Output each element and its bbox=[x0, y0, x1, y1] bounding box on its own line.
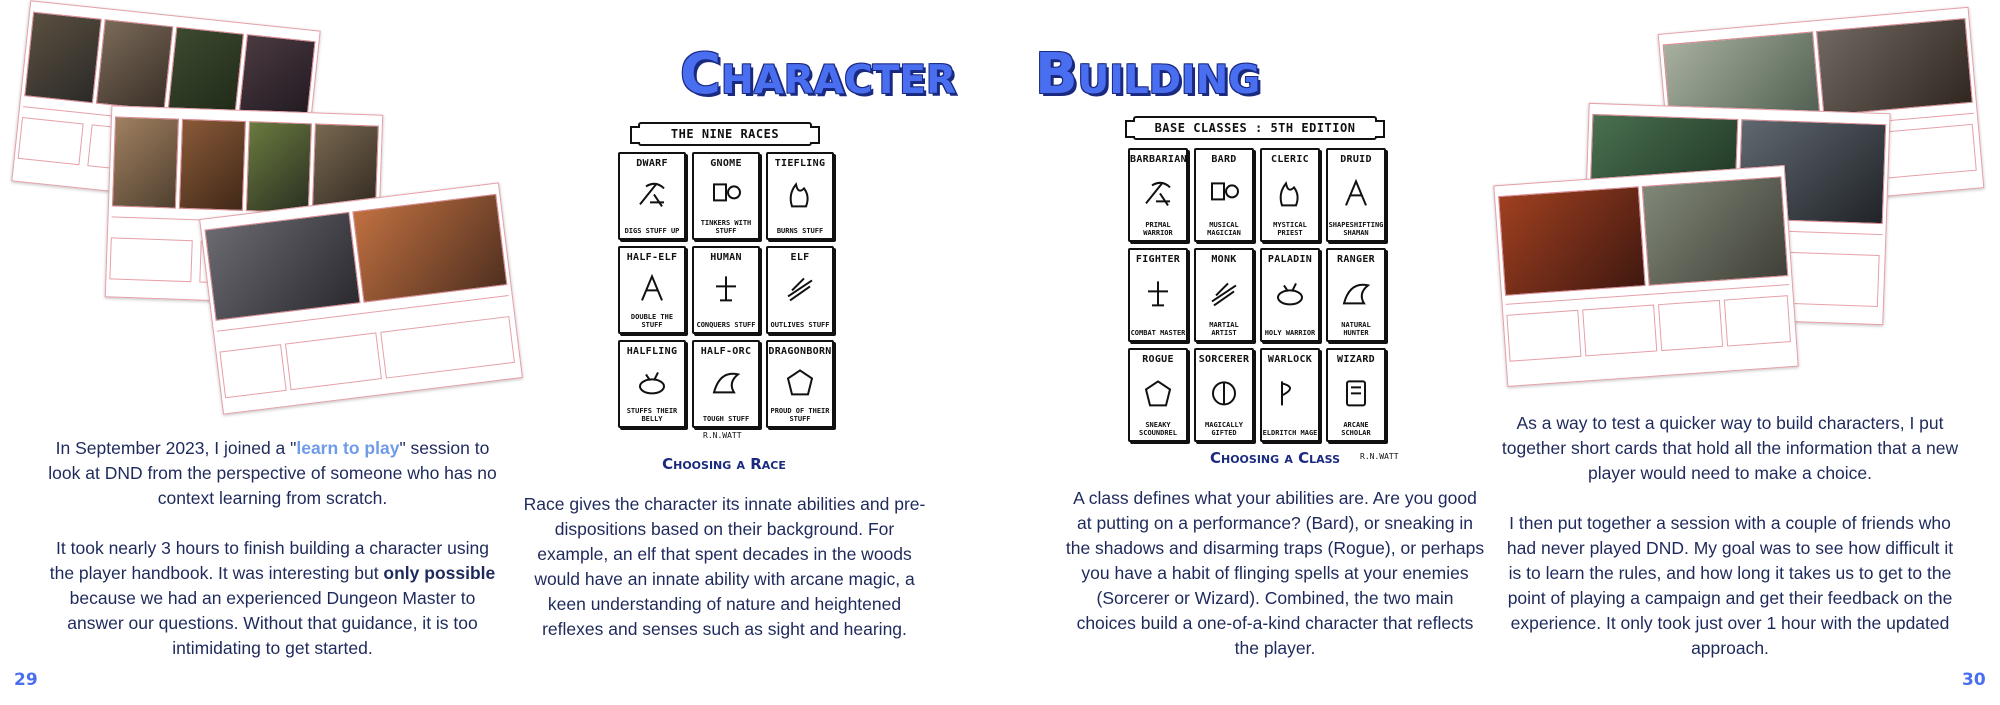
grid-cell-dwarf bbox=[618, 152, 686, 240]
cell-name: WARLOCK bbox=[1267, 354, 1313, 365]
doodle-icon bbox=[1142, 177, 1174, 209]
cell-name: PALADIN bbox=[1267, 254, 1313, 265]
cell-description: PROUD OF THEIR STUFF bbox=[770, 407, 830, 423]
doodle-icon bbox=[1142, 277, 1174, 309]
cell-description: DIGS STUFF UP bbox=[624, 227, 680, 235]
grid-cell-human bbox=[692, 246, 760, 334]
page-number-left: 29 bbox=[14, 670, 38, 690]
cell-name: ELF bbox=[790, 252, 810, 263]
left-p2-before: It took nearly 3 hours to finish building a character using the player handbook. It was interesting but bbox=[49, 538, 489, 583]
cell-name: CLERIC bbox=[1271, 154, 1309, 165]
race-paragraph: Race gives the character its innate abilities and pre-dispositions based on their background. For example, an elf that spent decades in the woods would have an innate ability with arcane magic, a keen understanding of nature and heightened reflexes and senses such as sight and hearing. bbox=[523, 494, 926, 639]
cell-description: ELDRITCH MAGE bbox=[1262, 429, 1318, 437]
doodle-icon bbox=[636, 272, 668, 304]
cell-name: WIZARD bbox=[1337, 354, 1375, 365]
cell-name: GNOME bbox=[710, 158, 742, 169]
title-word-character: Character bbox=[680, 42, 957, 107]
right-paragraph-2: I then put together a session with a couple of friends who had never played DND. My goal was to see how difficult it is to learn the rules, and how long it takes us to get to the point of playing a campaign and get their feedback on the experience. It only took just over 1 hour with the updated approach. bbox=[1506, 513, 1954, 658]
page-number-right: 30 bbox=[1962, 670, 1986, 690]
grid-cell-cleric bbox=[1260, 148, 1320, 242]
cell-description: PRIMAL WARRIOR bbox=[1143, 221, 1173, 237]
grid-cell-druid bbox=[1326, 148, 1386, 242]
doodle-icon bbox=[1142, 377, 1174, 409]
cell-name: BARD bbox=[1211, 154, 1237, 165]
race-text-block bbox=[522, 492, 927, 642]
base-classes-sheet bbox=[1118, 112, 1393, 447]
cell-description: OUTLIVES STUFF bbox=[770, 321, 830, 329]
grid-cell-barbarian bbox=[1128, 148, 1188, 242]
doodle-icon bbox=[710, 366, 742, 398]
cell-description: SNEAKY SCOUNDREL bbox=[1139, 421, 1177, 437]
grid-cell-warlock bbox=[1260, 348, 1320, 442]
class-card-front bbox=[1493, 165, 1798, 387]
doodle-icon bbox=[1208, 377, 1240, 409]
cell-name: DWARF bbox=[636, 158, 668, 169]
cell-name: HALF-ELF bbox=[626, 252, 678, 263]
doodle-icon bbox=[1340, 277, 1372, 309]
grid-cell-ranger bbox=[1326, 248, 1386, 342]
cell-name: RANGER bbox=[1337, 254, 1375, 265]
grid-cell-half-elf bbox=[618, 246, 686, 334]
doodle-icon bbox=[1340, 377, 1372, 409]
grid-cell-rogue bbox=[1128, 348, 1188, 442]
cell-description: MYSTICAL PRIEST bbox=[1273, 221, 1307, 237]
cell-description: COMBAT MASTER bbox=[1130, 329, 1186, 337]
cell-name: HALFLING bbox=[626, 346, 678, 357]
grid-cell-dragonborn bbox=[766, 340, 834, 428]
cell-name: SORCERER bbox=[1198, 354, 1250, 365]
classes-signature: R.N.WATT bbox=[1360, 452, 1399, 461]
cell-description: BURNS STUFF bbox=[776, 227, 824, 235]
left-paragraph-2 bbox=[45, 536, 500, 661]
grid-cell-bard bbox=[1194, 148, 1254, 242]
races-signature: R.N.WATT bbox=[703, 431, 742, 440]
cell-name: DRUID bbox=[1340, 154, 1372, 165]
classes-banner: BASE CLASSES : 5TH EDITION bbox=[1133, 116, 1377, 140]
cell-name: ROGUE bbox=[1142, 354, 1174, 365]
cell-name: MONK bbox=[1211, 254, 1237, 265]
left-p1-after: " session to look at DND from the perspective of someone who has no context learning from scratch. bbox=[48, 438, 497, 508]
race-card-front bbox=[199, 182, 523, 414]
doodle-icon bbox=[636, 178, 668, 210]
doodle-icon bbox=[1208, 277, 1240, 309]
grid-cell-gnome bbox=[692, 152, 760, 240]
doodle-icon bbox=[710, 178, 742, 210]
left-p1-before: In September 2023, I joined a " bbox=[55, 438, 297, 458]
doodle-icon bbox=[784, 272, 816, 304]
cell-description: NATURAL HUNTER bbox=[1341, 321, 1371, 337]
class-paragraph: A class defines what your abilities are. Are you good at putting on a performance? (Bard), or sneaking in the shadows and disarming traps (Rogue), or perhaps you have a habit of flinging spells at your enemies (Sorcerer or Wizard). Combined, the two main choices build a one-of-a-kind character that reflects the player. bbox=[1065, 488, 1485, 658]
cell-name: HUMAN bbox=[710, 252, 742, 263]
cell-description: ARCANE SCHOLAR bbox=[1341, 421, 1371, 437]
doodle-icon bbox=[636, 366, 668, 398]
cell-description: CONQUERS STUFF bbox=[696, 321, 756, 329]
grid-cell-fighter bbox=[1128, 248, 1188, 342]
nine-races-sheet bbox=[608, 118, 840, 448]
grid-cell-paladin bbox=[1260, 248, 1320, 342]
grid-cell-tiefling bbox=[766, 152, 834, 240]
cell-description: TOUGH STUFF bbox=[702, 415, 750, 423]
grid-cell-wizard bbox=[1326, 348, 1386, 442]
cell-name: HALF-ORC bbox=[700, 346, 752, 357]
doodle-icon bbox=[1274, 177, 1306, 209]
choosing-class-caption: Choosing a Class bbox=[1209, 449, 1340, 467]
cell-description: STUFFS THEIR BELLY bbox=[626, 407, 678, 423]
doodle-icon bbox=[1340, 177, 1372, 209]
races-banner: THE NINE RACES bbox=[638, 122, 812, 146]
doodle-icon bbox=[784, 178, 816, 210]
choosing-race-caption: Choosing a Race bbox=[662, 455, 786, 473]
doodle-icon bbox=[1208, 177, 1240, 209]
cell-description: SHAPESHIFTING SHAMAN bbox=[1328, 221, 1384, 237]
doodle-icon bbox=[1274, 377, 1306, 409]
cell-description: TINKERS WITH STUFF bbox=[700, 219, 752, 235]
doodle-icon bbox=[784, 366, 816, 398]
grid-cell-half-orc bbox=[692, 340, 760, 428]
cell-description: MAGICALLY GIFTED bbox=[1205, 421, 1243, 437]
doodle-icon bbox=[710, 272, 742, 304]
grid-cell-sorcerer bbox=[1194, 348, 1254, 442]
cell-description: MARTIAL ARTIST bbox=[1209, 321, 1239, 337]
right-text-block bbox=[1500, 411, 1960, 661]
cell-name: FIGHTER bbox=[1135, 254, 1181, 265]
cell-description: DOUBLE THE STUFF bbox=[630, 313, 674, 329]
left-text-block bbox=[45, 436, 500, 661]
cell-description: MUSICAL MAGICIAN bbox=[1207, 221, 1241, 237]
grid-cell-halfling bbox=[618, 340, 686, 428]
cell-name: BARBARIAN bbox=[1130, 154, 1187, 165]
cell-name: DRAGONBORN bbox=[768, 346, 832, 357]
class-text-block bbox=[1065, 486, 1485, 661]
title-word-building: Building bbox=[1035, 42, 1261, 107]
doodle-icon bbox=[1274, 277, 1306, 309]
left-p2-bold: only possible bbox=[383, 563, 496, 583]
grid-cell-elf bbox=[766, 246, 834, 334]
left-p2-after: because we had an experienced Dungeon Master to answer our questions. Without that guidance, it is too intimidating to get started. bbox=[67, 588, 478, 658]
grid-cell-monk bbox=[1194, 248, 1254, 342]
cell-description: HOLY WARRIOR bbox=[1264, 329, 1316, 337]
left-paragraph-1 bbox=[45, 436, 500, 511]
cell-name: TIEFLING bbox=[774, 158, 826, 169]
learn-to-play-link[interactable]: learn to play bbox=[296, 438, 400, 458]
right-paragraph-1: As a way to test a quicker way to build characters, I put together short cards that hold all the information that a new player would need to make a choice. bbox=[1501, 413, 1959, 483]
